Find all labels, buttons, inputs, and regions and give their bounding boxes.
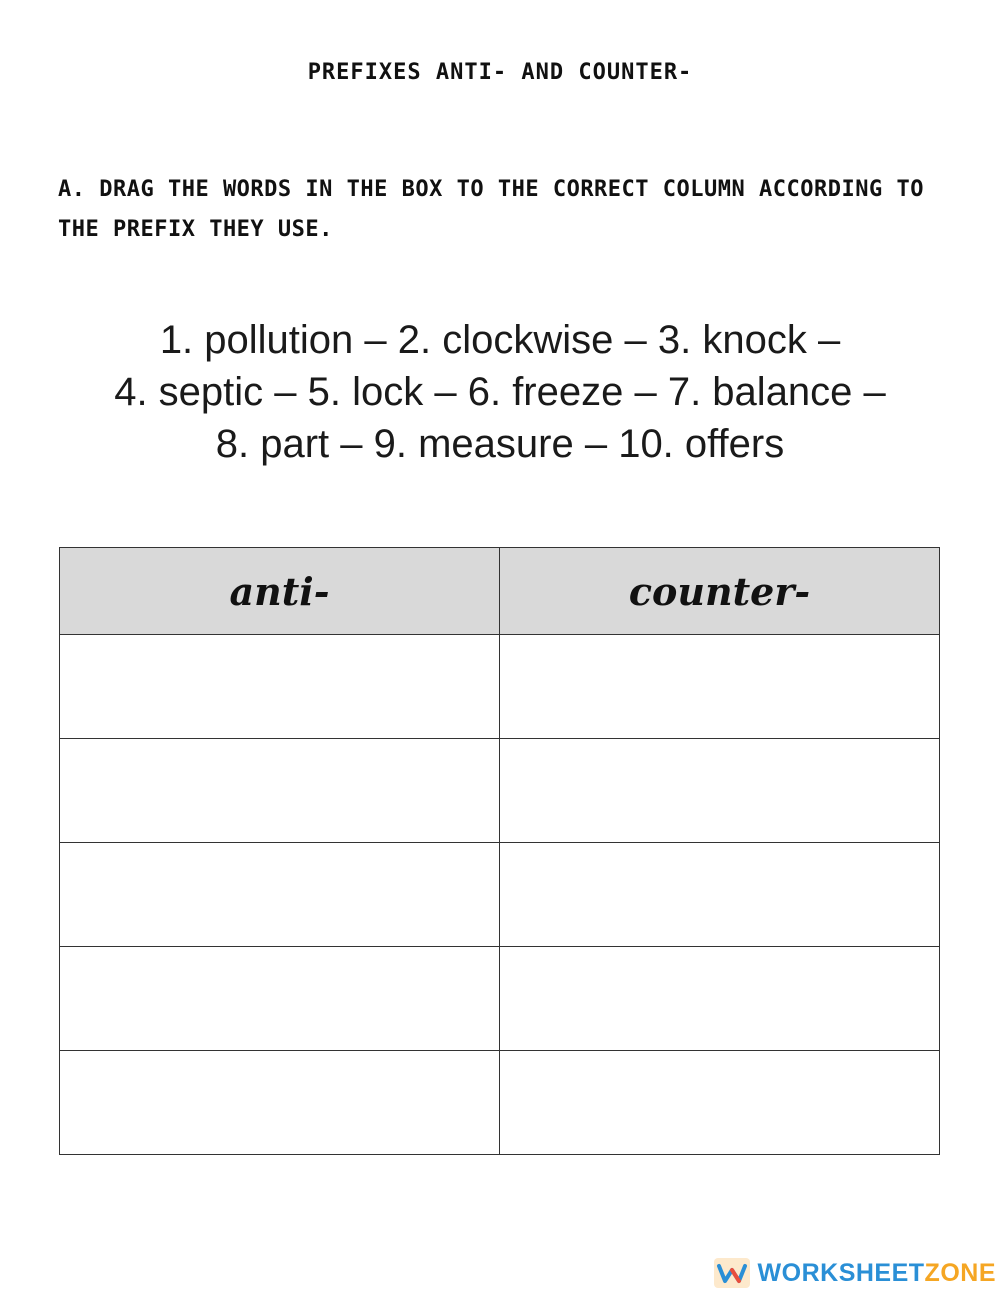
worksheetzone-logo-text	[758, 1259, 996, 1288]
sorting-table	[59, 547, 940, 1155]
drop-cell-counter[interactable]	[500, 947, 940, 1051]
drop-cell-counter[interactable]	[500, 843, 940, 947]
table-row	[60, 739, 940, 843]
drop-cell-anti[interactable]	[60, 1051, 500, 1155]
logo-text-accent: ZONE	[924, 1258, 996, 1287]
column-header-anti: anti-	[60, 548, 500, 635]
word-box-line[interactable]: 1. pollution – 2. clockwise – 3. knock –	[159, 318, 841, 362]
drop-cell-anti[interactable]	[60, 635, 500, 739]
word-box-line[interactable]: 4. septic – 5. lock – 6. freeze – 7. balance –	[114, 370, 886, 414]
instruction-text: A. DRAG THE WORDS IN THE BOX TO THE CORRECT COLUMN ACCORDING TO THE PREFIX THEY USE.	[58, 177, 924, 242]
worksheet-title: PREFIXES ANTI- AND COUNTER-	[307, 60, 693, 85]
word-box	[40, 314, 960, 470]
column-header-counter: counter-	[500, 548, 940, 635]
drop-cell-anti[interactable]	[60, 739, 500, 843]
worksheetzone-logo	[714, 1256, 996, 1290]
table-row	[60, 843, 940, 947]
drop-cell-anti[interactable]	[60, 843, 500, 947]
drop-cell-anti[interactable]	[60, 947, 500, 1051]
drop-cell-counter[interactable]	[500, 739, 940, 843]
table-row	[60, 947, 940, 1051]
table-row	[60, 635, 940, 739]
word-box-line[interactable]: 8. part – 9. measure – 10. offers	[215, 422, 785, 466]
logo-text-main: WORKSHEET	[757, 1258, 925, 1287]
table-header-row	[60, 548, 940, 635]
drop-cell-counter[interactable]	[500, 635, 940, 739]
worksheetzone-logo-icon	[714, 1258, 750, 1288]
drop-cell-counter[interactable]	[500, 1051, 940, 1155]
table-row	[60, 1051, 940, 1155]
